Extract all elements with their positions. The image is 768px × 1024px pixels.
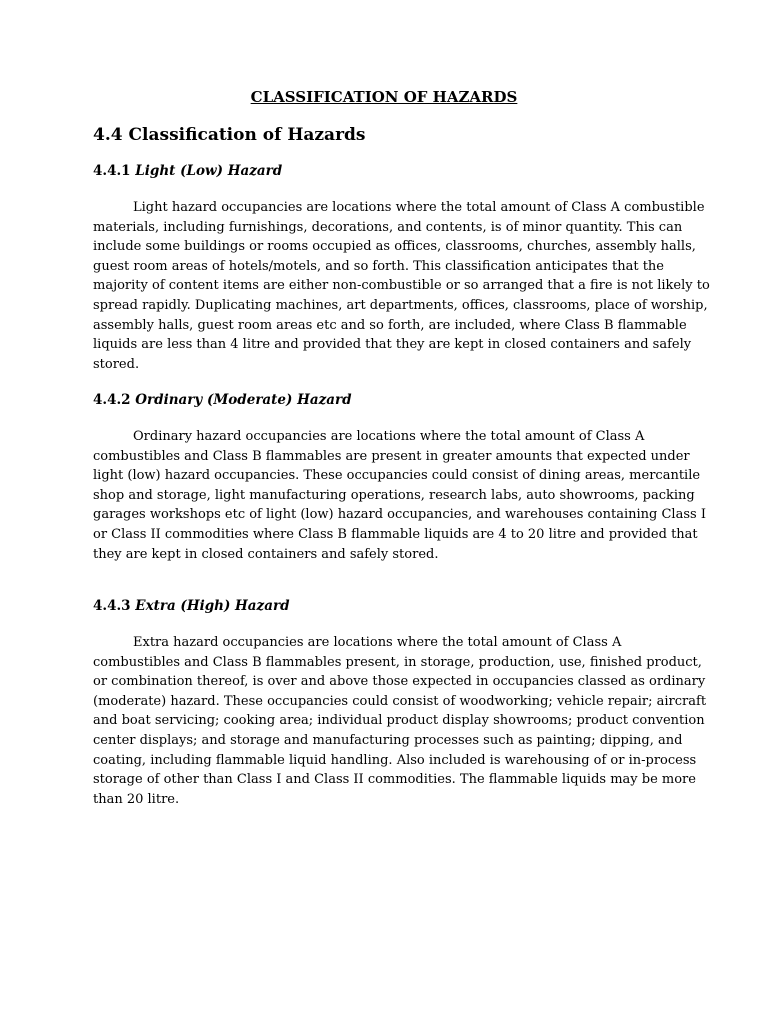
paragraph-line: combustibles and Class B flammables are present in greater amounts that expected under (93, 448, 690, 464)
subsection-heading-ordinary-hazard (93, 391, 352, 410)
subsection-number: 4.4.3 (93, 598, 131, 614)
document-title: CLASSIFICATION OF HAZARDS (250, 88, 518, 106)
paragraph-line: guest room areas of hotels/motels, and so forth. This classification anticipates that the (93, 258, 664, 274)
paragraph-ordinary-hazard (93, 427, 706, 564)
section-title: Classification of Hazards (128, 125, 366, 145)
paragraph-line: liquids are less than 4 litre and provided that they are kept in closed containers and safely (93, 337, 692, 353)
paragraph-line: combustibles and Class B flammables present, in storage, production, use, finished product, (93, 654, 702, 670)
section-heading (93, 124, 366, 146)
paragraph-line: spread rapidly. Duplicating machines, art departments, offices, classrooms, place of worship, (93, 297, 708, 313)
paragraph-line: than 20 litre. (93, 791, 180, 807)
paragraph-line: assembly halls, guest room areas etc and so forth, are included, where Class B flammable (93, 317, 687, 333)
paragraph-line: include some buildings or rooms occupied as offices, classrooms, churches, assembly halls, (93, 239, 696, 255)
subsection-title: Extra (High) Hazard (135, 598, 290, 614)
paragraph-line: Light hazard occupancies are locations where the total amount of Class A combustible (133, 200, 705, 215)
subsection-heading-extra-hazard (93, 597, 290, 616)
paragraph-line: (moderate) hazard. These occupancies could consist of woodworking; vehicle repair; aircraft (93, 693, 707, 709)
paragraph-line: coating, including flammable liquid handling. Also included is warehousing of or in-process (93, 752, 697, 768)
paragraph-line: and boat servicing; cooking area; individual product display showrooms; product convention (93, 713, 705, 729)
subsection-title: Light (Low) Hazard (135, 163, 283, 179)
paragraph-line: they are kept in closed containers and safely stored. (93, 546, 439, 562)
subsection-title: Ordinary (Moderate) Hazard (135, 392, 352, 408)
paragraph-extra-hazard (93, 633, 707, 809)
paragraph-line: or combination thereof, is over and above those expected in occupancies classed as ordinary (93, 674, 706, 690)
paragraph-line: center displays; and storage and manufacturing processes such as painting; dipping, and (93, 732, 683, 748)
subsection-number: 4.4.1 (93, 163, 131, 179)
section-number: 4.4 (93, 125, 123, 145)
paragraph-line: garages workshops etc of light (low) hazard occupancies, and warehouses containing Class I (93, 507, 706, 523)
paragraph-line: Ordinary hazard occupancies are locations where the total amount of Class A (133, 429, 645, 444)
paragraph-line: shop and storage, light manufacturing operations, research labs, auto showrooms, packing (93, 487, 695, 503)
subsection-number: 4.4.2 (93, 392, 131, 408)
paragraph-line: or Class II commodities where Class B flammable liquids are 4 to 20 litre and provided that (93, 526, 698, 542)
paragraph-line: Extra hazard occupancies are locations where the total amount of Class A (133, 635, 622, 650)
paragraph-light-hazard (93, 198, 710, 374)
paragraph-line: majority of content items are either non-combustible or so arranged that a fire is not likely to (93, 278, 710, 294)
paragraph-line: storage of other than Class I and Class II commodities. The flammable liquids may be more (93, 772, 696, 788)
paragraph-line: materials, including furnishings, decorations, and contents, is of minor quantity. This can (93, 219, 683, 235)
subsection-heading-light-hazard (93, 162, 282, 181)
paragraph-line: stored. (93, 356, 140, 372)
paragraph-line: light (low) hazard occupancies. These occupancies could consist of dining areas, mercantile (93, 468, 701, 484)
